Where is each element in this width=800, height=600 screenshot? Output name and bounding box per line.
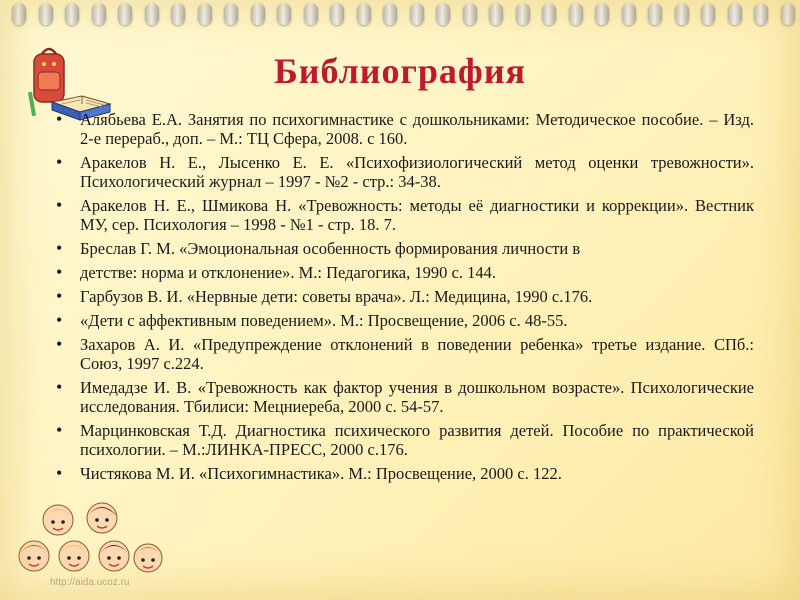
binder-ring bbox=[542, 3, 556, 25]
list-item: • «Дети с аффективным поведением». М.: Просвещение, 2006 с. 48-55. bbox=[54, 311, 754, 330]
binder-ring bbox=[251, 3, 265, 25]
binder-ring bbox=[516, 3, 530, 25]
binder-rings bbox=[0, 0, 800, 28]
binder-ring bbox=[39, 3, 53, 25]
list-item: • Чистякова М. И. «Психогимнастика». М.: Просвещение, 2000 с. 122. bbox=[54, 464, 754, 483]
binder-ring bbox=[118, 3, 132, 25]
binder-ring bbox=[675, 3, 689, 25]
binder-ring bbox=[171, 3, 185, 25]
list-item: • Захаров А. И. «Предупреждение отклонений в поведении ребенка» третье издание. СПб.: Союз, 1997 с.224. bbox=[54, 335, 754, 373]
binder-ring bbox=[648, 3, 662, 25]
binder-ring bbox=[489, 3, 503, 25]
binder-ring bbox=[728, 3, 742, 25]
list-item: • Аракелов Н. Е., Шмикова Н. «Тревожность: методы её диагностики и коррекции». Вестник МУ, сер. Психология – 1998 - №1 - стр. 18. 7. bbox=[54, 196, 754, 234]
list-item: • Марцинковская Т.Д. Диагностика психического развития детей. Пособие по практической психологии. – М.:ЛИНКА-ПРЕСС, 2000 с.176. bbox=[54, 421, 754, 459]
list-item: • Бреслав Г. М. «Эмоциональная особенность формирования личности в bbox=[54, 239, 754, 258]
binder-ring bbox=[145, 3, 159, 25]
binder-ring bbox=[304, 3, 318, 25]
list-item: • Аракелов Н. Е., Лысенко Е. Е. «Психофизиологический метод оценки тревожности». Психологический журнал – 1997 - №2 - стр.: 34-38. bbox=[54, 153, 754, 191]
binder-ring bbox=[12, 3, 26, 25]
binder-ring bbox=[410, 3, 424, 25]
binder-ring bbox=[357, 3, 371, 25]
binder-ring bbox=[92, 3, 106, 25]
page-title: Библиография bbox=[273, 51, 527, 91]
binder-ring bbox=[569, 3, 583, 25]
binder-ring bbox=[463, 3, 477, 25]
binder-ring bbox=[701, 3, 715, 25]
bibliography-list bbox=[54, 110, 754, 488]
binder-ring bbox=[436, 3, 450, 25]
binder-ring bbox=[622, 3, 636, 25]
binder-ring bbox=[781, 3, 795, 25]
list-item: • Имедадзе И. В. «Тревожность как фактор учения в дошкольном возрасте». Психологические исследования. Тбилиси: Мецниереба, 2000 с. 54-57. bbox=[54, 378, 754, 416]
watermark: http://aida.ucoz.ru bbox=[50, 577, 130, 588]
binder-ring bbox=[595, 3, 609, 25]
binder-ring bbox=[65, 3, 79, 25]
binder-ring bbox=[198, 3, 212, 25]
binder-ring bbox=[383, 3, 397, 25]
list-item: • детстве: норма и отклонение». М.: Педагогика, 1990 с. 144. bbox=[54, 263, 754, 282]
list-item: • Гарбузов В. И. «Нервные дети: советы врача». Л.: Медицина, 1990 с.176. bbox=[54, 287, 754, 306]
binder-ring bbox=[277, 3, 291, 25]
binder-ring bbox=[754, 3, 768, 25]
binder-ring bbox=[224, 3, 238, 25]
list-item: • Алябьева Е.А. Занятия по психогимнастике с дошкольниками: Методическое пособие. – Изд. 2-е перераб., доп. – М.: ТЦ Сфера, 2008. с 160. bbox=[54, 110, 754, 148]
binder-ring bbox=[330, 3, 344, 25]
